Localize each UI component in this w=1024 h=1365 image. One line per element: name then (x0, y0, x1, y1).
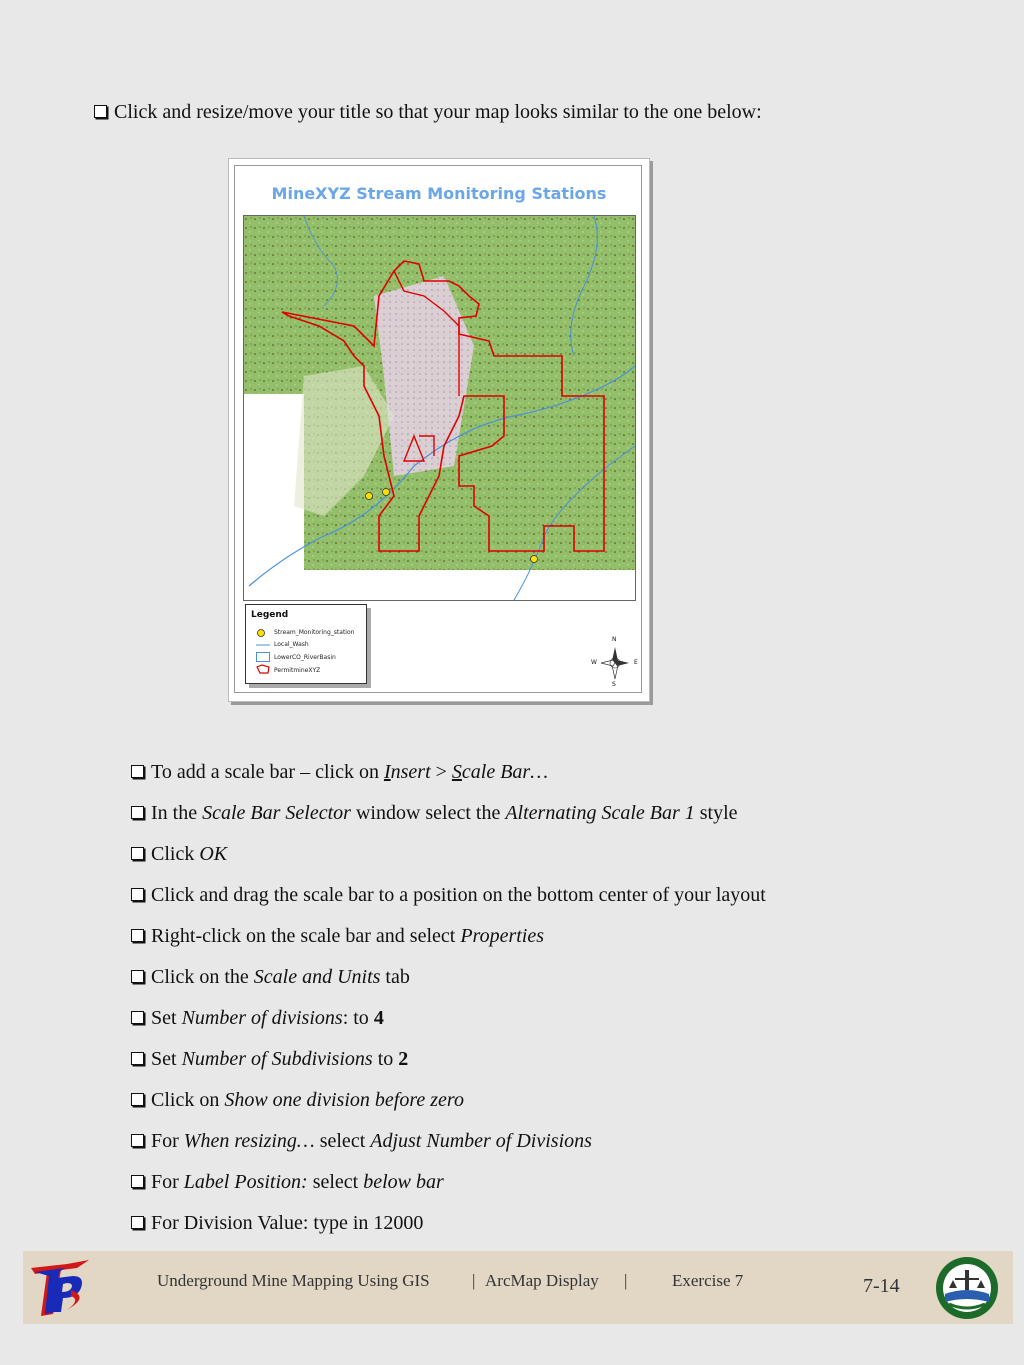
step-emphasis: Number of divisions (181, 1007, 343, 1029)
menu-scale-bar: cale Bar… (461, 761, 548, 783)
step-value: 4 (373, 1007, 384, 1029)
step-emphasis: Properties (460, 925, 545, 947)
legend-item: LowerCO_RiverBasin (274, 654, 336, 661)
checkbox-bullet-icon (131, 970, 144, 983)
checkbox-bullet-icon (94, 105, 107, 118)
checkbox-bullet-icon (131, 806, 144, 819)
step-subdivisions (131, 1047, 766, 1071)
footer-separator: | (624, 1271, 628, 1290)
step-emphasis: Label Position: (183, 1171, 308, 1193)
map-layout-figure (228, 158, 650, 702)
step-emphasis: Scale Bar Selector (202, 802, 351, 824)
legend-item: PermitmineXYZ (274, 667, 321, 674)
step-emphasis: Alternating Scale Bar 1 (505, 802, 695, 824)
footer-exercise: Exercise 7 (672, 1271, 744, 1290)
checkbox-bullet-icon (131, 765, 144, 778)
step-properties (131, 924, 766, 948)
basin-polygon-icon (256, 652, 270, 662)
step-text: Click on the (151, 966, 254, 988)
step-text: Set (151, 1048, 182, 1070)
wash-line-icon (256, 642, 270, 648)
checkbox-bullet-icon (131, 1216, 144, 1229)
step-text: Click (151, 843, 200, 865)
step-text: Click and drag the scale bar to a position on the bottom center of your layout (151, 884, 766, 906)
step-select-style (131, 801, 766, 825)
step-text: For Division Value: type in 12000 (151, 1212, 424, 1234)
step-text: In the (151, 802, 203, 824)
page-footer (23, 1251, 1013, 1324)
station-marker (383, 489, 390, 496)
intro-text: Click and resize/move your title so that your map looks similar to the one below: (114, 101, 762, 123)
checkbox-bullet-icon (131, 929, 144, 942)
checkbox-bullet-icon (131, 1134, 144, 1147)
step-emphasis: Show one division before zero (224, 1089, 464, 1111)
step-text: For (151, 1171, 184, 1193)
tips-logo-icon (27, 1256, 91, 1320)
step-text: : to (342, 1007, 374, 1029)
menu-scale-bar-mnemonic: S (451, 761, 462, 783)
checkbox-bullet-icon (131, 847, 144, 860)
menu-insert: nsert (390, 761, 431, 783)
intro-instruction (94, 100, 762, 124)
step-label-position (131, 1170, 766, 1194)
legend-title: Legend (251, 610, 289, 620)
footer-module: ArcMap Display (485, 1271, 599, 1290)
map-legend (245, 604, 367, 684)
station-marker (366, 493, 373, 500)
step-emphasis: OK (199, 843, 228, 865)
step-scale-units-tab (131, 965, 766, 989)
step-when-resizing (131, 1129, 766, 1153)
footer-separator: | (472, 1271, 476, 1290)
step-text: select (307, 1171, 364, 1193)
page-number: 7-14 (863, 1275, 900, 1297)
step-insert-scale-bar (131, 760, 766, 784)
step-drag-scale-bar (131, 883, 766, 907)
compass-e: E (634, 659, 638, 666)
step-text: For (151, 1130, 184, 1152)
step-text: To add a scale bar – click on (151, 761, 384, 783)
permit-polygon-icon (256, 664, 270, 674)
step-click-ok (131, 842, 766, 866)
station-symbol-icon (256, 628, 266, 638)
step-emphasis: Number of Subdivisions (181, 1048, 373, 1070)
map-title: MineXYZ Stream Monitoring Stations (271, 184, 607, 203)
compass-w: W (591, 659, 597, 666)
step-text: style (694, 802, 738, 824)
steps-list (131, 760, 766, 1252)
compass-s: S (612, 681, 616, 688)
legend-item: Local_Wash (274, 641, 309, 648)
footer-course: Underground Mine Mapping Using GIS (157, 1271, 430, 1290)
step-text: to (372, 1048, 399, 1070)
checkbox-bullet-icon (131, 1175, 144, 1188)
compass-rose-icon (597, 643, 633, 683)
step-emphasis: Adjust Number of Divisions (370, 1130, 592, 1152)
step-emphasis: When resizing… (183, 1130, 315, 1152)
step-emphasis: below bar (363, 1171, 444, 1193)
menu-insert-mnemonic: I (383, 761, 391, 783)
step-text: > (430, 761, 452, 783)
topographic-map (244, 216, 635, 600)
checkbox-bullet-icon (131, 1011, 144, 1024)
north-arrow (591, 636, 638, 688)
no-data-strip (244, 570, 635, 600)
checkbox-bullet-icon (131, 1093, 144, 1106)
legend-item: Stream_Monitoring_station (274, 629, 355, 636)
step-value: 2 (398, 1048, 409, 1070)
step-text: select (314, 1130, 371, 1152)
step-text: Click on (151, 1089, 225, 1111)
step-text: tab (380, 966, 410, 988)
step-text: Set (151, 1007, 182, 1029)
step-division-value (131, 1211, 766, 1235)
step-divisions (131, 1006, 766, 1030)
step-show-division (131, 1088, 766, 1112)
map-frame (243, 215, 636, 601)
station-marker (531, 556, 538, 563)
step-text: Right-click on the scale bar and select (151, 925, 461, 947)
checkbox-bullet-icon (131, 888, 144, 901)
step-text: window select the (350, 802, 506, 824)
checkbox-bullet-icon (131, 1052, 144, 1065)
compass-n: N (612, 636, 617, 643)
step-emphasis: Scale and Units (253, 966, 381, 988)
osm-seal-icon (935, 1256, 999, 1320)
